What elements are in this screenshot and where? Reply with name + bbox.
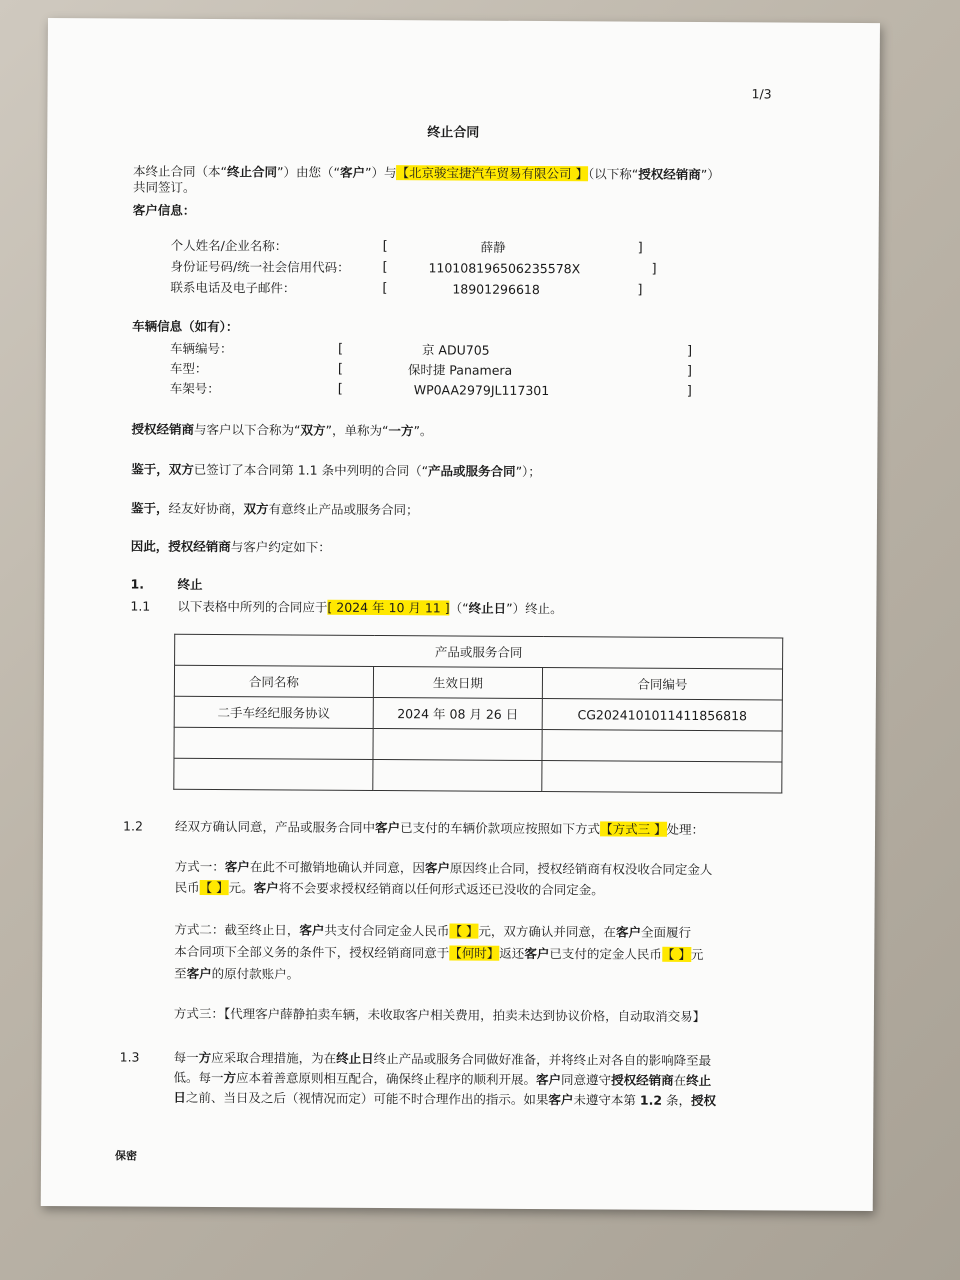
text: 低。每一 [173,1069,224,1086]
contracts-table [173,634,783,794]
vehicle-number-label: 车辆编号： [169,340,233,357]
clause-1-3-line-2 [173,1070,711,1089]
text: 经友好协商， [168,500,244,517]
vehicle-number-value: 京 ADU705 [421,342,490,358]
clause-1-3-line-1 [174,1050,712,1069]
document-title: 终止合同 [427,125,480,141]
term-customer: 客户 [299,922,325,938]
bracket-close: ] [651,261,657,277]
selected-method: 【方式三 】 [600,821,667,837]
text: 鉴于， [131,461,169,477]
id-label: 身份证号码/统一社会信用代码： [170,258,350,275]
text: 应采取合理措施，为在 [211,1050,337,1066]
text: 原因终止合同，授权经销商有权没收合同定金人 [449,860,713,878]
text: ”，单称为“ [325,422,389,439]
term-party: 方 [198,1049,212,1066]
whereas-paragraph-1 [131,462,541,481]
text: 的原付款账户。 [211,966,300,982]
text: 已签订了本合同第 1.1 条中列明的合同（“ [193,461,429,479]
text: 在此不可撤销地确认并同意，因 [249,859,425,876]
method-2-line-2 [174,944,703,963]
amount-blank: 【 】 [199,879,229,896]
empty-cell [174,758,373,790]
text: 返还 [499,945,525,961]
term-customer: 客户 [375,820,401,836]
text: 处理： [666,821,705,838]
text: 有意终止产品或服务合同； [268,501,419,518]
text: 每一 [173,1049,199,1065]
when-blank: 【何时】 [449,945,500,961]
name-label: 个人姓名/企业名称： [170,237,288,254]
method-1-line-1 [175,859,713,878]
text: 将不会要求授权经销商以任何形式返还已没收的合同定金。 [278,880,604,898]
cell-effective-date: 2024 年 08 月 26 日 [373,698,542,730]
therefore-paragraph [131,539,331,556]
id-value: 110108196506235578X [428,260,581,277]
section-number: 1. [130,576,145,592]
text: 方式一： [174,858,225,875]
intro-text: ”）与 [364,164,397,181]
term-customer: 客户 [536,1072,562,1088]
text: 未遵守本第 [573,1092,640,1108]
term-termination-date: 终止日 [336,1050,374,1067]
text: 本合同项下全部义务的条件下，授权经销商同意于 [174,943,450,961]
contact-value: 18901296618 [452,281,540,298]
term-termination: 终止合同 [227,164,278,180]
whereas-paragraph-2 [131,501,419,519]
text: 在 [673,1072,687,1088]
table-row-empty [174,758,782,793]
term-customer: 客户 [224,859,250,875]
term-product-contract: 产品或服务合同 [428,463,516,479]
empty-cell [542,761,782,793]
column-effective-date: 生效日期 [373,667,542,699]
text: 方式二：截至终止日， [174,921,300,938]
name-value: 薛静 [480,239,506,255]
clause-1-2-number: 1.2 [123,818,144,834]
clause-1-1-text [177,599,562,617]
text: ”）终止。 [506,600,563,617]
bracket-open: [ [337,381,343,397]
text: 元。 [228,880,254,896]
text: 同意遵守 [561,1072,612,1088]
text: 元，双方确认并同意，在 [478,923,617,940]
section-title: 终止 [177,576,203,592]
term-party: 一方 [388,423,414,439]
text: 共支付合同定金人民币 [324,922,450,939]
vin-value: WP0AA2979JL117301 [413,382,550,399]
vehicle-model-value: 保时捷 Panamera [407,362,513,378]
table-header-row [175,634,783,669]
column-contract-number: 合同编号 [542,668,782,700]
term-dealer: 授权经销商 [611,1072,674,1088]
amount-blank: 【 】 [661,946,691,962]
text: （“ [449,600,469,616]
term-customer: 客户 [524,945,550,962]
term-dealer: 授权经销商 [131,421,195,437]
contact-label: 联系电话及电子邮件： [170,279,296,296]
bracket-open: [ [337,361,343,377]
bracket-open: [ [382,281,388,297]
intro-line-2: 共同签订。 [132,179,196,195]
table-row-empty [174,727,782,762]
term-dealer: 授权经销商 [168,538,231,555]
term-termination-date: 终止日 [468,600,507,616]
table-header: 产品或服务合同 [175,634,783,669]
text: 以下表格中所列的合同应于 [177,598,328,615]
bracket-open: [ [382,260,388,276]
method-2-line-1 [174,922,691,941]
confidential-footer: 保密 [115,1149,138,1163]
text: 与客户以下合称为“ [193,421,301,438]
intro-text: （以下称“ [587,166,639,182]
clause-ref: 1.2 [639,1092,663,1108]
column-contract-name: 合同名称 [174,665,373,697]
term-customer: 客户 [615,924,642,940]
amount-blank: 【 】 [449,923,479,939]
intro-text: ”）由您（“ [277,164,341,180]
method-3-text: 方式三：【代理客户薛静拍卖车辆，未收取客户相关费用，拍卖未达到协议价格，自动取消交易】 [173,1005,706,1025]
text: 民币 [174,879,200,895]
table-row [174,696,782,731]
empty-cell [373,728,542,760]
clause-1-1-number: 1.1 [130,598,151,614]
page-number: 1/3 [751,86,772,102]
text: 应本着善意原则相互配合，确保终止程序的顺利开展。 [236,1070,537,1088]
bracket-open: [ [337,341,344,357]
text: 至 [174,965,187,981]
term-dealer: 授权经销商 [638,166,701,182]
bracket-close: ] [637,282,643,298]
intro-text: 本终止合同（本“ [133,163,228,180]
term-termination: 终止 [686,1072,712,1089]
text: 元 [690,946,704,963]
table-column-row [174,665,782,700]
term-dealer: 授权 [691,1092,717,1109]
bracket-close: ] [686,383,692,399]
intro-line-1 [133,164,720,184]
clause-1-3-number: 1.3 [119,1049,140,1065]
vehicle-info-heading: 车辆信息（如有）： [132,318,239,335]
empty-cell [174,727,373,759]
dealer-name: 【北京骏宝捷汽车贸易有限公司 】 [396,165,589,182]
clause-1-2-text [175,819,704,838]
term-termination: 日 [173,1089,186,1105]
text: 经双方确认同意，产品或服务合同中 [175,818,376,836]
term-parties: 双方 [168,461,194,477]
text: 已支付的车辆价款项应按照如下方式 [400,820,601,837]
term-parties: 双方 [243,501,269,517]
termination-date: [ 2024 年 10 月 11 ] [327,599,450,616]
bracket-close: ] [686,343,693,359]
text: 与客户约定如下： [230,539,331,555]
text: 全面履行 [640,924,692,940]
document-page [41,18,880,1211]
intro-text: ”） [700,166,720,183]
cell-contract-name: 二手车经纪服务协议 [174,696,373,728]
text: 鉴于， [130,500,169,516]
cell-contract-number: CG2024101011411856818 [542,699,782,731]
method-2-line-3 [174,966,299,983]
customer-info-heading: 客户信息： [132,202,196,218]
clause-1-3-line-3 [173,1090,716,1109]
vin-label: 车架号： [169,380,220,397]
bracket-close: ] [637,240,643,256]
text: ”）； [515,463,541,480]
term-customer: 客户 [186,965,212,982]
text: ”。 [413,423,433,439]
bracket-close: ] [686,363,692,379]
method-1-line-2 [175,880,604,899]
empty-cell [542,730,782,762]
vehicle-model-label: 车型： [169,360,208,376]
text: 终止产品或服务合同做好准备，并将终止对各自的影响降至最 [373,1051,712,1069]
bracket-open: [ [382,239,388,255]
term-customer: 客户 [548,1092,574,1108]
term-party: 方 [223,1070,237,1086]
text: 条， [662,1092,692,1108]
term-customer: 客户 [253,880,279,896]
text: 已支付的定金人民币 [549,946,662,962]
term-parties: 双方 [300,422,326,438]
parties-paragraph [131,422,432,440]
empty-cell [373,759,542,791]
text: 因此， [130,538,169,554]
text: 之前、当日及之后（视情况而定）可能不时合理作出的指示。如果 [185,1089,549,1108]
term-customer: 客户 [424,860,450,876]
term-customer: 客户 [339,164,366,180]
